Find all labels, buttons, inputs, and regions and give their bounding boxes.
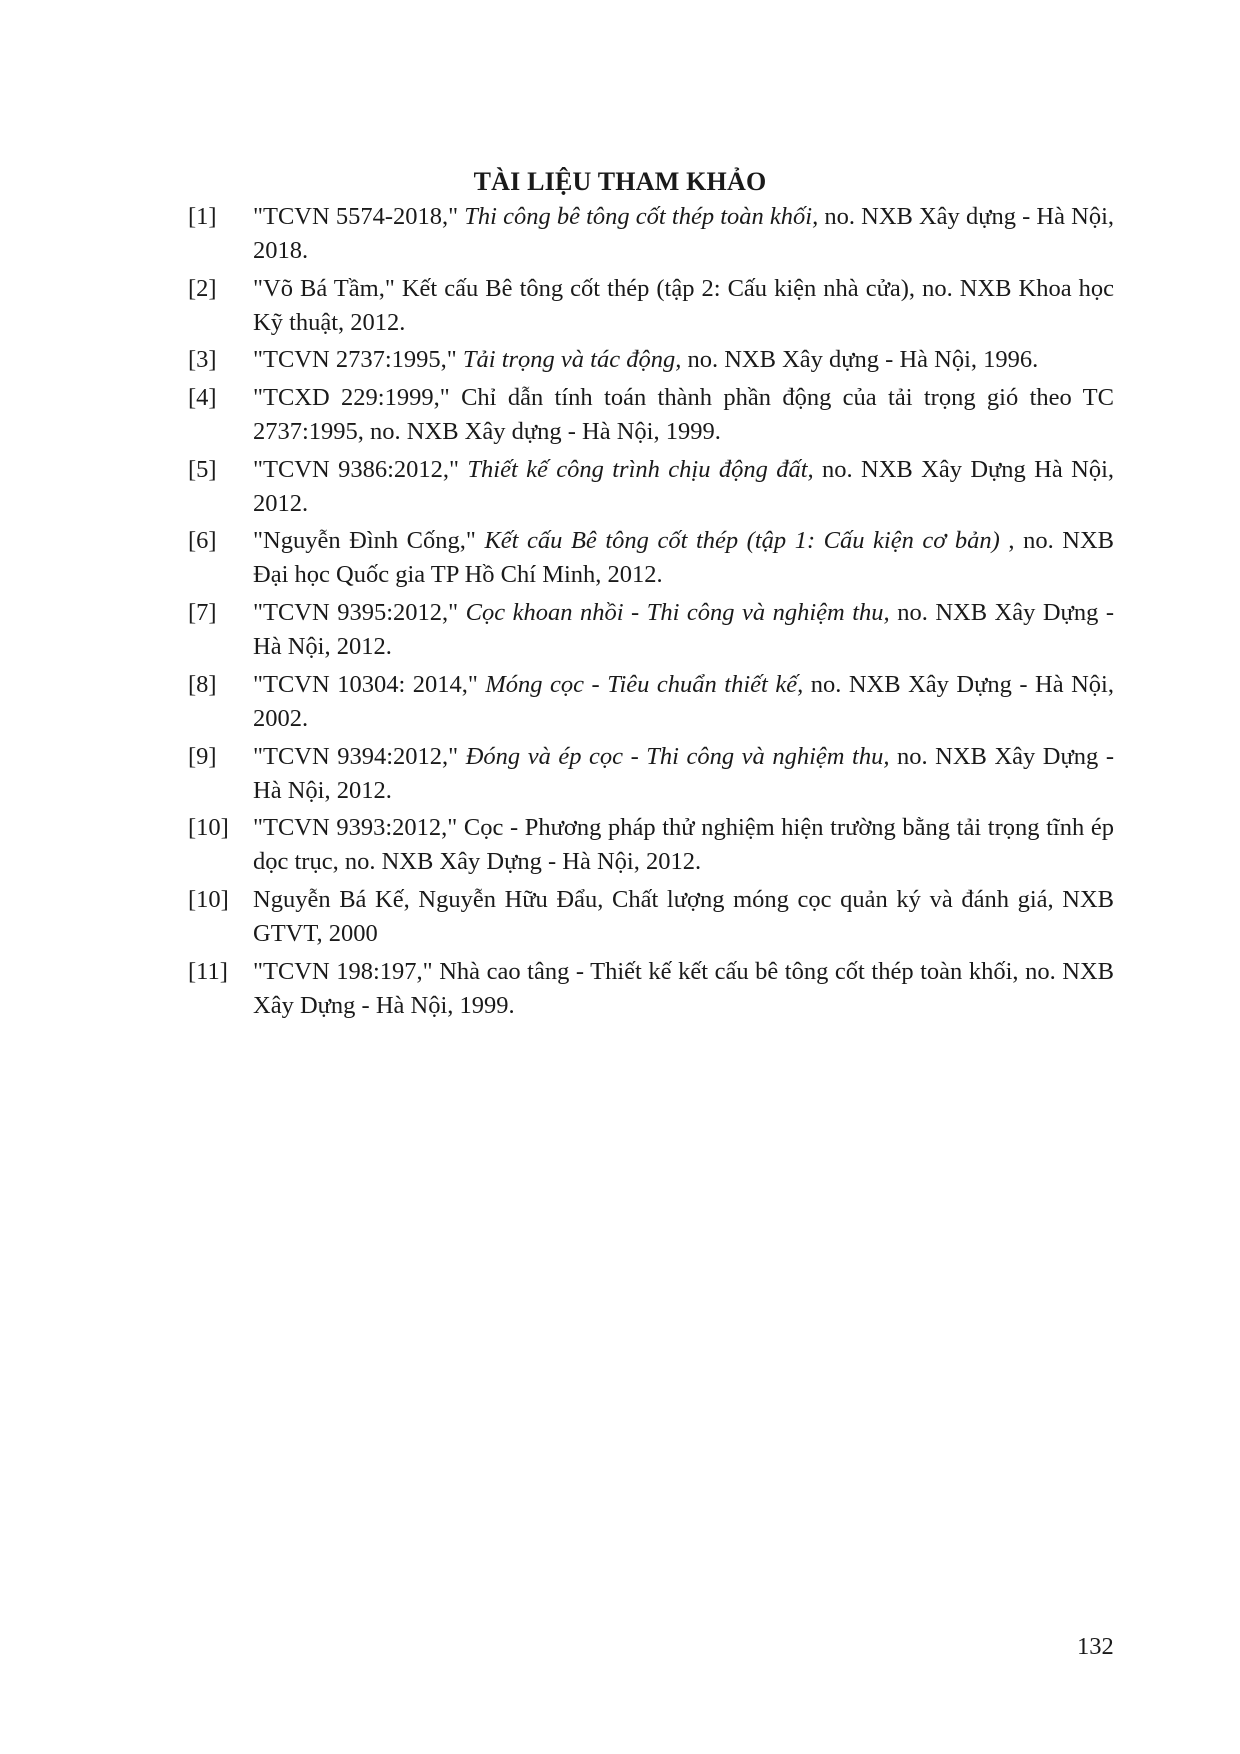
reference-entry [188,811,1114,879]
reference-text [253,599,1114,660]
page-title: TÀI LIỆU THAM KHẢO [473,167,767,196]
reference-text [253,346,1038,373]
reference-number: [10] [188,814,229,842]
reference-entry [188,955,1114,1023]
reference-lead: "TCVN 9395:2012," [253,599,466,627]
reference-rest: no. NXB Xây Dựng - Hà Nội, 2012. [253,599,1114,661]
reference-entry [188,740,1114,808]
reference-rest: no. NXB Xây Dựng - Hà Nội, 2012. [253,742,1114,804]
reference-rest: no. NXB Xây Dựng - Hà Nội, 2002. [253,670,1114,732]
reference-title-italic: Thiết kế công trình chịu động đất, [467,455,814,483]
reference-entry [188,883,1114,951]
reference-number: [10] [188,885,229,913]
reference-entry [188,596,1114,664]
reference-lead: "TCVN 198:197," Nhà cao tâng - Thiết kế kết cấu bê tông cốt thép toàn khối, no. NXB Xây Dựng - Hà Nội, 1999. [253,957,1114,1019]
reference-entry [188,453,1114,521]
reference-rest: no. NXB Xây dựng - Hà Nội, 2018. [253,203,1114,264]
reference-entry [188,524,1114,592]
reference-lead: "TCVN 9393:2012," Cọc - Phương pháp thử nghiệm hiện trường bằng tải trọng tĩnh ép dọc trục, no. NXB Xây Dựng - Hà Nội, 2012. [253,814,1114,876]
reference-title-italic: Tải trọng và tác động, [462,346,682,374]
reference-text [253,203,1114,264]
reference-text [253,743,1114,804]
reference-entry [188,343,1114,377]
reference-number: [7] [188,599,217,627]
page-number: 132 [1077,1633,1114,1660]
reference-list [188,200,1114,1026]
reference-number: [1] [188,203,217,230]
reference-lead: "TCXD 229:1999," Chỉ dẫn tính toán thành phần động của tải trọng gió theo TC 2737:1995, no. NXB Xây dựng - Hà Nội, 1999. [253,384,1114,446]
reference-entry [188,668,1114,736]
reference-lead: "TCVN 10304: 2014," [253,670,486,698]
reference-lead: "Võ Bá Tầm," Kết cấu Bê tông cốt thép (tập 2: Cấu kiện nhà cửa), no. NXB Khoa học Kỹ thuật, 2012. [253,274,1114,336]
reference-entry [188,272,1114,340]
reference-number: [8] [188,670,217,698]
reference-title-italic: Kết cấu Bê tông cốt thép (tập 1: Cấu kiện cơ bản) [484,527,1000,555]
reference-text [253,671,1114,732]
reference-number: [3] [188,346,217,374]
reference-number: [2] [188,274,217,302]
reference-text [253,886,1114,947]
reference-title-italic: Cọc khoan nhồi - Thi công và nghiệm thu, [465,599,890,627]
reference-text [253,527,1114,588]
reference-rest: no. NXB Xây dựng - Hà Nội, 1996. [681,346,1039,374]
reference-lead: Nguyễn Bá Kế, Nguyễn Hữu Đẩu, Chất lượng móng cọc quản ký và đánh giá, NXB GTVT, 2000 [253,885,1114,947]
reference-number: [11] [188,957,228,985]
reference-rest: , no. NXB Đại học Quốc gia TP Hồ Chí Minh, 2012. [253,527,1114,589]
reference-text [253,814,1114,875]
reference-title-italic: Thi công bê tông cốt thép toàn khối, [464,203,819,230]
reference-lead: "Nguyễn Đình Cống," [253,527,485,555]
reference-title-italic: Móng cọc - Tiêu chuẩn thiết kế, [485,670,804,698]
reference-lead: "TCVN 9394:2012," [253,742,466,770]
reference-entry [188,381,1114,449]
reference-number: [5] [188,455,217,483]
reference-title-italic: Đóng và ép cọc - Thi công và nghiệm thu, [465,742,890,770]
reference-lead: "TCVN 9386:2012," [253,455,468,483]
reference-text [253,456,1114,517]
reference-number: [9] [188,742,217,770]
reference-entry [188,200,1114,268]
reference-number: [6] [188,527,217,555]
reference-lead: "TCVN 5574-2018," [253,203,465,230]
reference-text [253,275,1114,336]
reference-text [253,958,1114,1019]
reference-lead: "TCVN 2737:1995," [253,346,463,374]
reference-rest: no. NXB Xây Dựng Hà Nội, 2012. [253,455,1114,517]
reference-number: [4] [188,384,217,412]
reference-text [253,384,1114,445]
